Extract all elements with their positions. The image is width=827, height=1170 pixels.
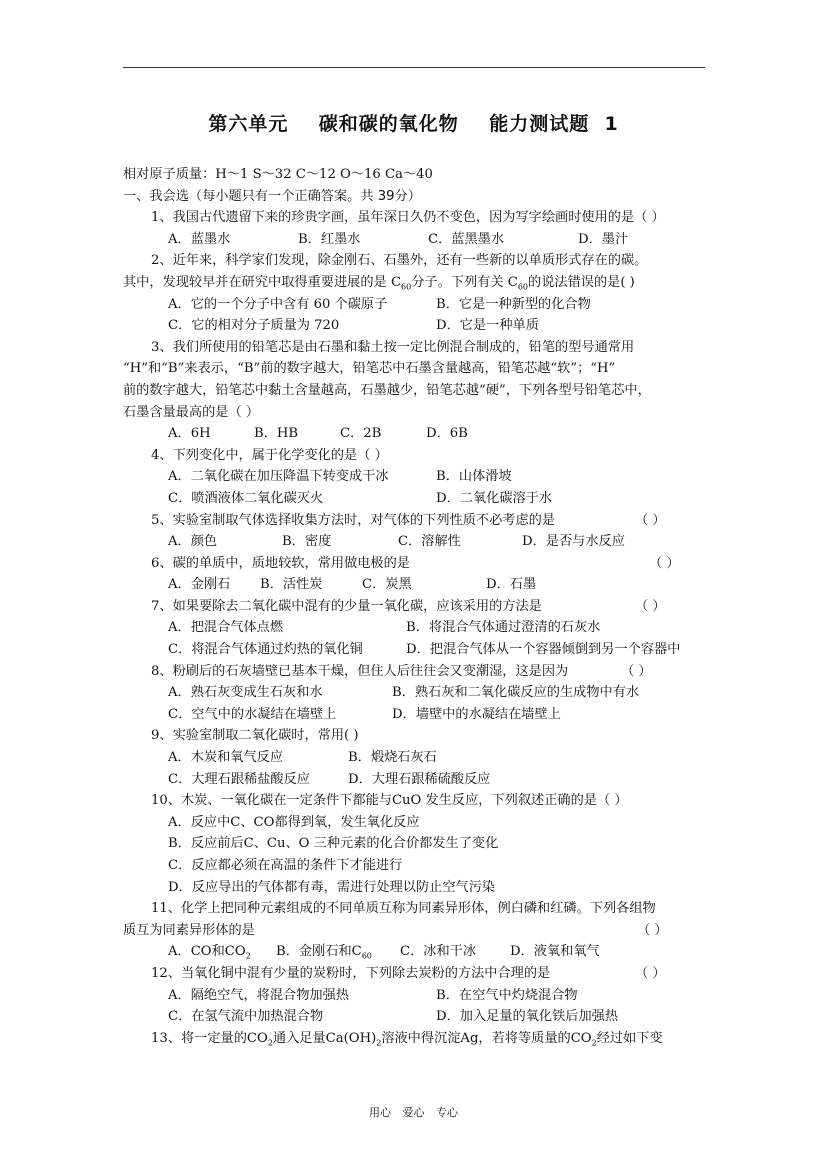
- subscript: 2: [591, 1038, 597, 1048]
- option-b: B．反应前后C、Cu、O 三种元素的化合价都发生了变化: [168, 836, 499, 852]
- option-b: B．在空气中灼烧混合物: [436, 987, 578, 1003]
- question-3-cont-1: “H”和“B”来表示，“B”前的数字越大，铅笔芯中石墨含量越高，铅笔芯越“软”；“H”: [123, 361, 616, 377]
- question-6-options: [123, 574, 713, 596]
- option-d: D．大理石跟稀硫酸反应: [348, 771, 491, 787]
- subscript: 2: [267, 1038, 273, 1048]
- option-d: D．它是一种单质: [436, 318, 539, 334]
- q13-text-4: 经过如下变: [596, 1030, 663, 1046]
- question-7: [123, 596, 713, 618]
- question-text: 8、粉刷后的石灰墙壁已基本干燥，但住人后往往会又变潮湿，这是因为: [151, 663, 569, 679]
- question-5: [123, 510, 713, 532]
- question-text: 6、碳的单质中，质地较软，常用做电极的是: [151, 555, 410, 571]
- option-a: A．金刚石: [168, 577, 231, 593]
- q2-text-a: 其中，发现较早并在研究中取得重要进展的是 C: [123, 274, 402, 290]
- option-a: A．蓝墨水: [168, 231, 231, 247]
- question-11-options: [123, 941, 713, 963]
- section-heading: 一、我会选（每小题只有一个正确答案。共 39分）: [123, 188, 421, 204]
- option-a: A．6H: [168, 426, 211, 442]
- answer-blank: （ ）: [635, 965, 666, 981]
- option-c: C．反应都必须在高温的条件下才能进行: [168, 858, 403, 873]
- atomic-masses: 相对原子质量：H～1 S～32 C～12 O～16 Ca～40: [123, 167, 433, 182]
- question-12-options-1: [123, 985, 713, 1007]
- option-a: A．把混合气体点燃: [168, 620, 284, 636]
- option-b: B．熟石灰和二氧化碳反应的生成物中有水: [392, 685, 640, 701]
- question-text: 7、如果要除去二氧化碳中混有的少量一氧化碳，应该采用的方法是: [151, 598, 542, 614]
- option-b: B．红墨水: [298, 231, 361, 247]
- answer-blank: （ ）: [621, 663, 652, 679]
- q13-text-3: 溶液中得沉淀Ag，若将等质量的CO: [381, 1030, 592, 1046]
- question-1-options: [123, 229, 713, 251]
- option-a: A．木炭和氧气反应: [168, 750, 284, 766]
- question-13: [123, 1028, 713, 1050]
- question-2: 2、近年来，科学家们发现，除金刚石、石墨外，还有一些新的以单质形式存在的碳。: [151, 253, 648, 269]
- question-7-options-1: [123, 617, 713, 639]
- option-c: C．大理石跟稀盐酸反应: [168, 771, 310, 787]
- option-c: C．空气中的水凝结在墙壁上: [168, 706, 337, 722]
- question-text: 5、实验室制取气体选择收集方法时，对气体的下列性质不必考虑的是: [151, 512, 556, 528]
- option-a: A．颜色: [168, 534, 218, 550]
- question-9: 9、实验室制取二氧化碳时，常用( ): [151, 728, 359, 744]
- subscript: 2: [245, 952, 251, 962]
- q2-text-b: 分子。下列有关 C: [411, 274, 518, 290]
- subscript: 60: [361, 952, 372, 962]
- option-d: D．墙壁中的水凝结在墙壁上: [392, 706, 561, 722]
- question-1: 1、我国古代遗留下来的珍贵字画，虽年深日久仍不变色，因为写字绘画时使用的是（ ）: [151, 210, 665, 226]
- option-b: B．将混合气体通过澄清的石灰水: [406, 620, 601, 636]
- answer-blank: （ ）: [649, 555, 680, 571]
- question-text: 12、当氧化铜中混有少量的炭粉时，下列除去炭粉的方法中合理的是: [151, 965, 551, 981]
- option-b: B．山体滑坡: [436, 469, 512, 485]
- option-c: C．2B: [340, 426, 382, 442]
- option-a: A．反应中C、CO都得到氧，发生氧化反应: [168, 814, 420, 830]
- question-9-options-2: [123, 769, 713, 791]
- question-4-options-2: [123, 488, 713, 510]
- question-9-options-1: [123, 747, 713, 769]
- option-c: C．它的相对分子质量为 720: [168, 318, 340, 334]
- option-a: [168, 941, 276, 963]
- question-8-options-2: [123, 704, 713, 726]
- question-6: [123, 553, 713, 575]
- option-b: B．密度: [282, 534, 332, 550]
- c60-subscript: 60: [517, 282, 529, 292]
- option-d: D．是否与水反应: [522, 534, 625, 550]
- option-b: [276, 941, 400, 963]
- option-a: A．熟石灰变成生石灰和水: [168, 685, 323, 701]
- answer-blank: （ ）: [635, 512, 666, 528]
- option-b: B．活性炭: [260, 577, 323, 593]
- option-a: A．它的一个分子中含有 60 个碳原子: [168, 296, 388, 312]
- question-12-options-2: [123, 1006, 713, 1028]
- option-a: A．隔绝空气，将混合物加强热: [168, 987, 349, 1003]
- c60-subscript: 60: [401, 282, 412, 292]
- question-7-options-2: [123, 639, 713, 661]
- option-b: B．HB: [254, 426, 299, 442]
- option-a: A．二氧化碳在加压降温下转变成干冰: [168, 469, 389, 485]
- question-3-options: [123, 423, 713, 445]
- option-b-text: B．金刚石和C: [276, 944, 362, 960]
- option-d: D．液氧和氧气: [510, 944, 600, 960]
- option-d: D．墨汁: [578, 231, 629, 247]
- question-8: [123, 661, 713, 683]
- answer-blank: （ ）: [635, 598, 666, 614]
- question-text: 质互为同素异形体的是: [123, 922, 255, 938]
- page-footer: 用心 爱心 专心: [369, 1106, 458, 1119]
- question-2-options-2: [123, 315, 713, 337]
- question-8-options-1: [123, 682, 713, 704]
- question-3-cont-3: 石墨含量最高的是（ ）: [123, 404, 260, 420]
- option-d: D．加入足量的氧化铁后加强热: [436, 1009, 619, 1025]
- option-d: D．6B: [426, 426, 468, 442]
- q13-text-2: 通入足量Ca(OH): [272, 1030, 377, 1046]
- answer-blank: （ ）: [637, 922, 668, 938]
- option-d: D．把混合气体从一个容器倾倒到另一个容器中: [406, 642, 681, 658]
- option-c: C．将混合气体通过灼热的氧化铜: [168, 642, 363, 658]
- option-c: C．在氢气流中加热混合物: [168, 1009, 324, 1025]
- question-11-cont: [123, 920, 713, 942]
- question-3: 3、我们所使用的铅笔芯是由石墨和黏土按一定比例混合制成的，铅笔的型号通常用: [151, 339, 635, 355]
- option-a-text: A．CO和CO: [168, 944, 246, 960]
- option-c: C．炭黑: [362, 577, 412, 593]
- option-c: C．冰和干冰: [400, 944, 477, 960]
- subscript: 2: [376, 1038, 382, 1048]
- header-rule: [123, 67, 705, 68]
- question-2-cont: [123, 272, 713, 294]
- exam-content: [123, 164, 713, 1049]
- question-12: [123, 963, 713, 985]
- option-b: B．它是一种新型的化合物: [436, 296, 591, 312]
- option-c: C．蓝黑墨水: [428, 231, 505, 247]
- page-title: 第六单元 碳和碳的氧化物 能力测试题 1: [208, 113, 619, 135]
- question-4-options-1: [123, 466, 713, 488]
- question-3-cont-2: 前的数字越大，铅笔芯中黏土含量越高，石墨越少，铅笔芯越“硬”，下列各型号铅笔芯中，: [123, 382, 651, 398]
- option-c: C．溶解性: [398, 534, 461, 550]
- option-d: D．反应导出的气体都有毒，需进行处理以防止空气污染: [168, 879, 496, 895]
- option-d: D．石墨: [486, 577, 537, 593]
- option-b: B．煅烧石灰石: [348, 750, 437, 766]
- question-11: 11、化学上把同种元素组成的不同单质互称为同素异形体，例白磷和红磷。下列各组物: [151, 901, 656, 917]
- question-10: 10、木炭、一氧化碳在一定条件下都能与CuO 发生反应，下列叙述正确的是（ ）: [151, 793, 628, 809]
- option-c: C．喷酒液体二氧化碳灭火: [168, 490, 324, 506]
- q13-text-1: 13、将一定量的CO: [151, 1030, 268, 1046]
- q2-text-c: 的说法错误的是( ): [528, 274, 635, 290]
- question-5-options: [123, 531, 713, 553]
- question-4: 4、下列变化中，属于化学变化的是（ ）: [151, 447, 388, 463]
- question-2-options-1: [123, 294, 713, 316]
- option-d: D．二氧化碳溶于水: [436, 490, 553, 506]
